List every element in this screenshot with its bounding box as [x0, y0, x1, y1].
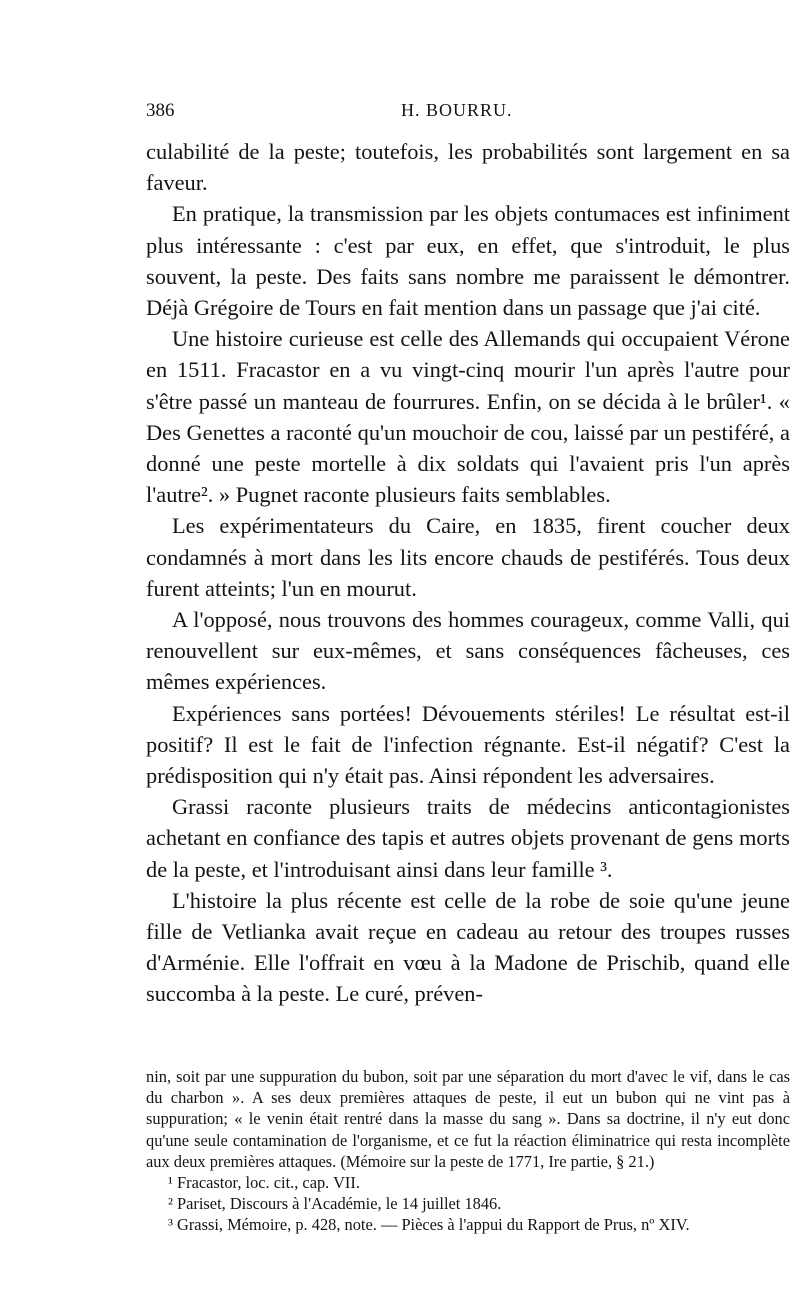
- footnote: ² Pariset, Discours à l'Académie, le 14 juillet 1846.: [168, 1194, 502, 1214]
- page-header: [146, 100, 786, 130]
- paragraph: Les expérimentateurs du Caire, en 1835, firent coucher deux condamnés à mort dans les lits encore chauds de pestiférés. Tous deux furent atteints; l'un en mourut.: [146, 513, 790, 601]
- paragraph: culabilité de la peste; toutefois, les probabilités sont largement en sa faveur.: [146, 139, 790, 196]
- page-number: 386: [146, 100, 175, 121]
- paragraph: L'histoire la plus récente est celle de la robe de soie qu'une jeune fille de Vetlianka avait reçue en cadeau au retour des troupes russes d'Arménie. Elle l'offrait en vœu à la Madone de Prischib, quand elle succomba à la peste. Le curé, préven-: [146, 887, 790, 1007]
- footnote: ¹ Fracastor, loc. cit., cap. VII.: [168, 1173, 360, 1193]
- paragraph: En pratique, la transmission par les objets contumaces est infiniment plus intéressante : c'est par eux, en effet, que s'introduit, le plus souvent, la peste. Des faits sans nombre me paraissent le démontrer. Déjà Grégoire de Tours en fait mention dans un passage que j'ai cité.: [146, 201, 790, 321]
- paragraph: Une histoire curieuse est celle des Allemands qui occupaient Vérone en 1511. Fracastor en a vu vingt-cinq mourir l'un après l'autre pour s'être passé un manteau de fourrures. Enfin, on se décida à le brûler¹. « Des Genettes a raconté qu'un mouchoir de cou, laissé par un pestiféré, a donné une peste mortelle à dix soldats qui l'avaient pris l'un après l'autre². » Pugnet raconte plusieurs faits semblables.: [146, 326, 790, 508]
- footnotes: [146, 1066, 790, 1236]
- paragraph: A l'opposé, nous trouvons des hommes courageux, comme Valli, qui renouvellent sur eux-mêmes, et sans conséquences fâcheuses, ces mêmes expériences.: [146, 607, 790, 695]
- running-head: H. BOURRU.: [401, 100, 513, 120]
- body-text: [146, 136, 790, 1010]
- paragraph: Grassi raconte plusieurs traits de médecins anticontagionistes achetant en confiance des tapis et autres objets provenant de gens morts de la peste, et l'introduisant ainsi dans leur famille ³.: [146, 794, 790, 882]
- paragraph: Expériences sans portées! Dévouements stériles! Le résultat est-il positif? Il est le fait de l'infection régnante. Est-il négatif? C'est la prédisposition qui n'y était pas. Ainsi répondent les adversaires.: [146, 700, 790, 789]
- footnote-continuation: nin, soit par une suppuration du bubon, soit par une séparation du mort d'avec le vif, dans le cas du charbon ». A ses deux premières attaques de peste, il eut un bubon qui ne vint pas à suppuration; « le venin était rentré dans la masse du sang ». Dans sa doctrine, il n'y eut donc qu'une seule contamination de l'organisme, et ce fut la réaction éliminatrice qui resta incomplète aux deux premières attaques. (Mémoire sur la peste de 1771, Ire partie, § 21.): [146, 1067, 790, 1171]
- footnote: ³ Grassi, Mémoire, p. 428, note. — Pièces à l'appui du Rapport de Prus, nº XIV.: [168, 1215, 690, 1235]
